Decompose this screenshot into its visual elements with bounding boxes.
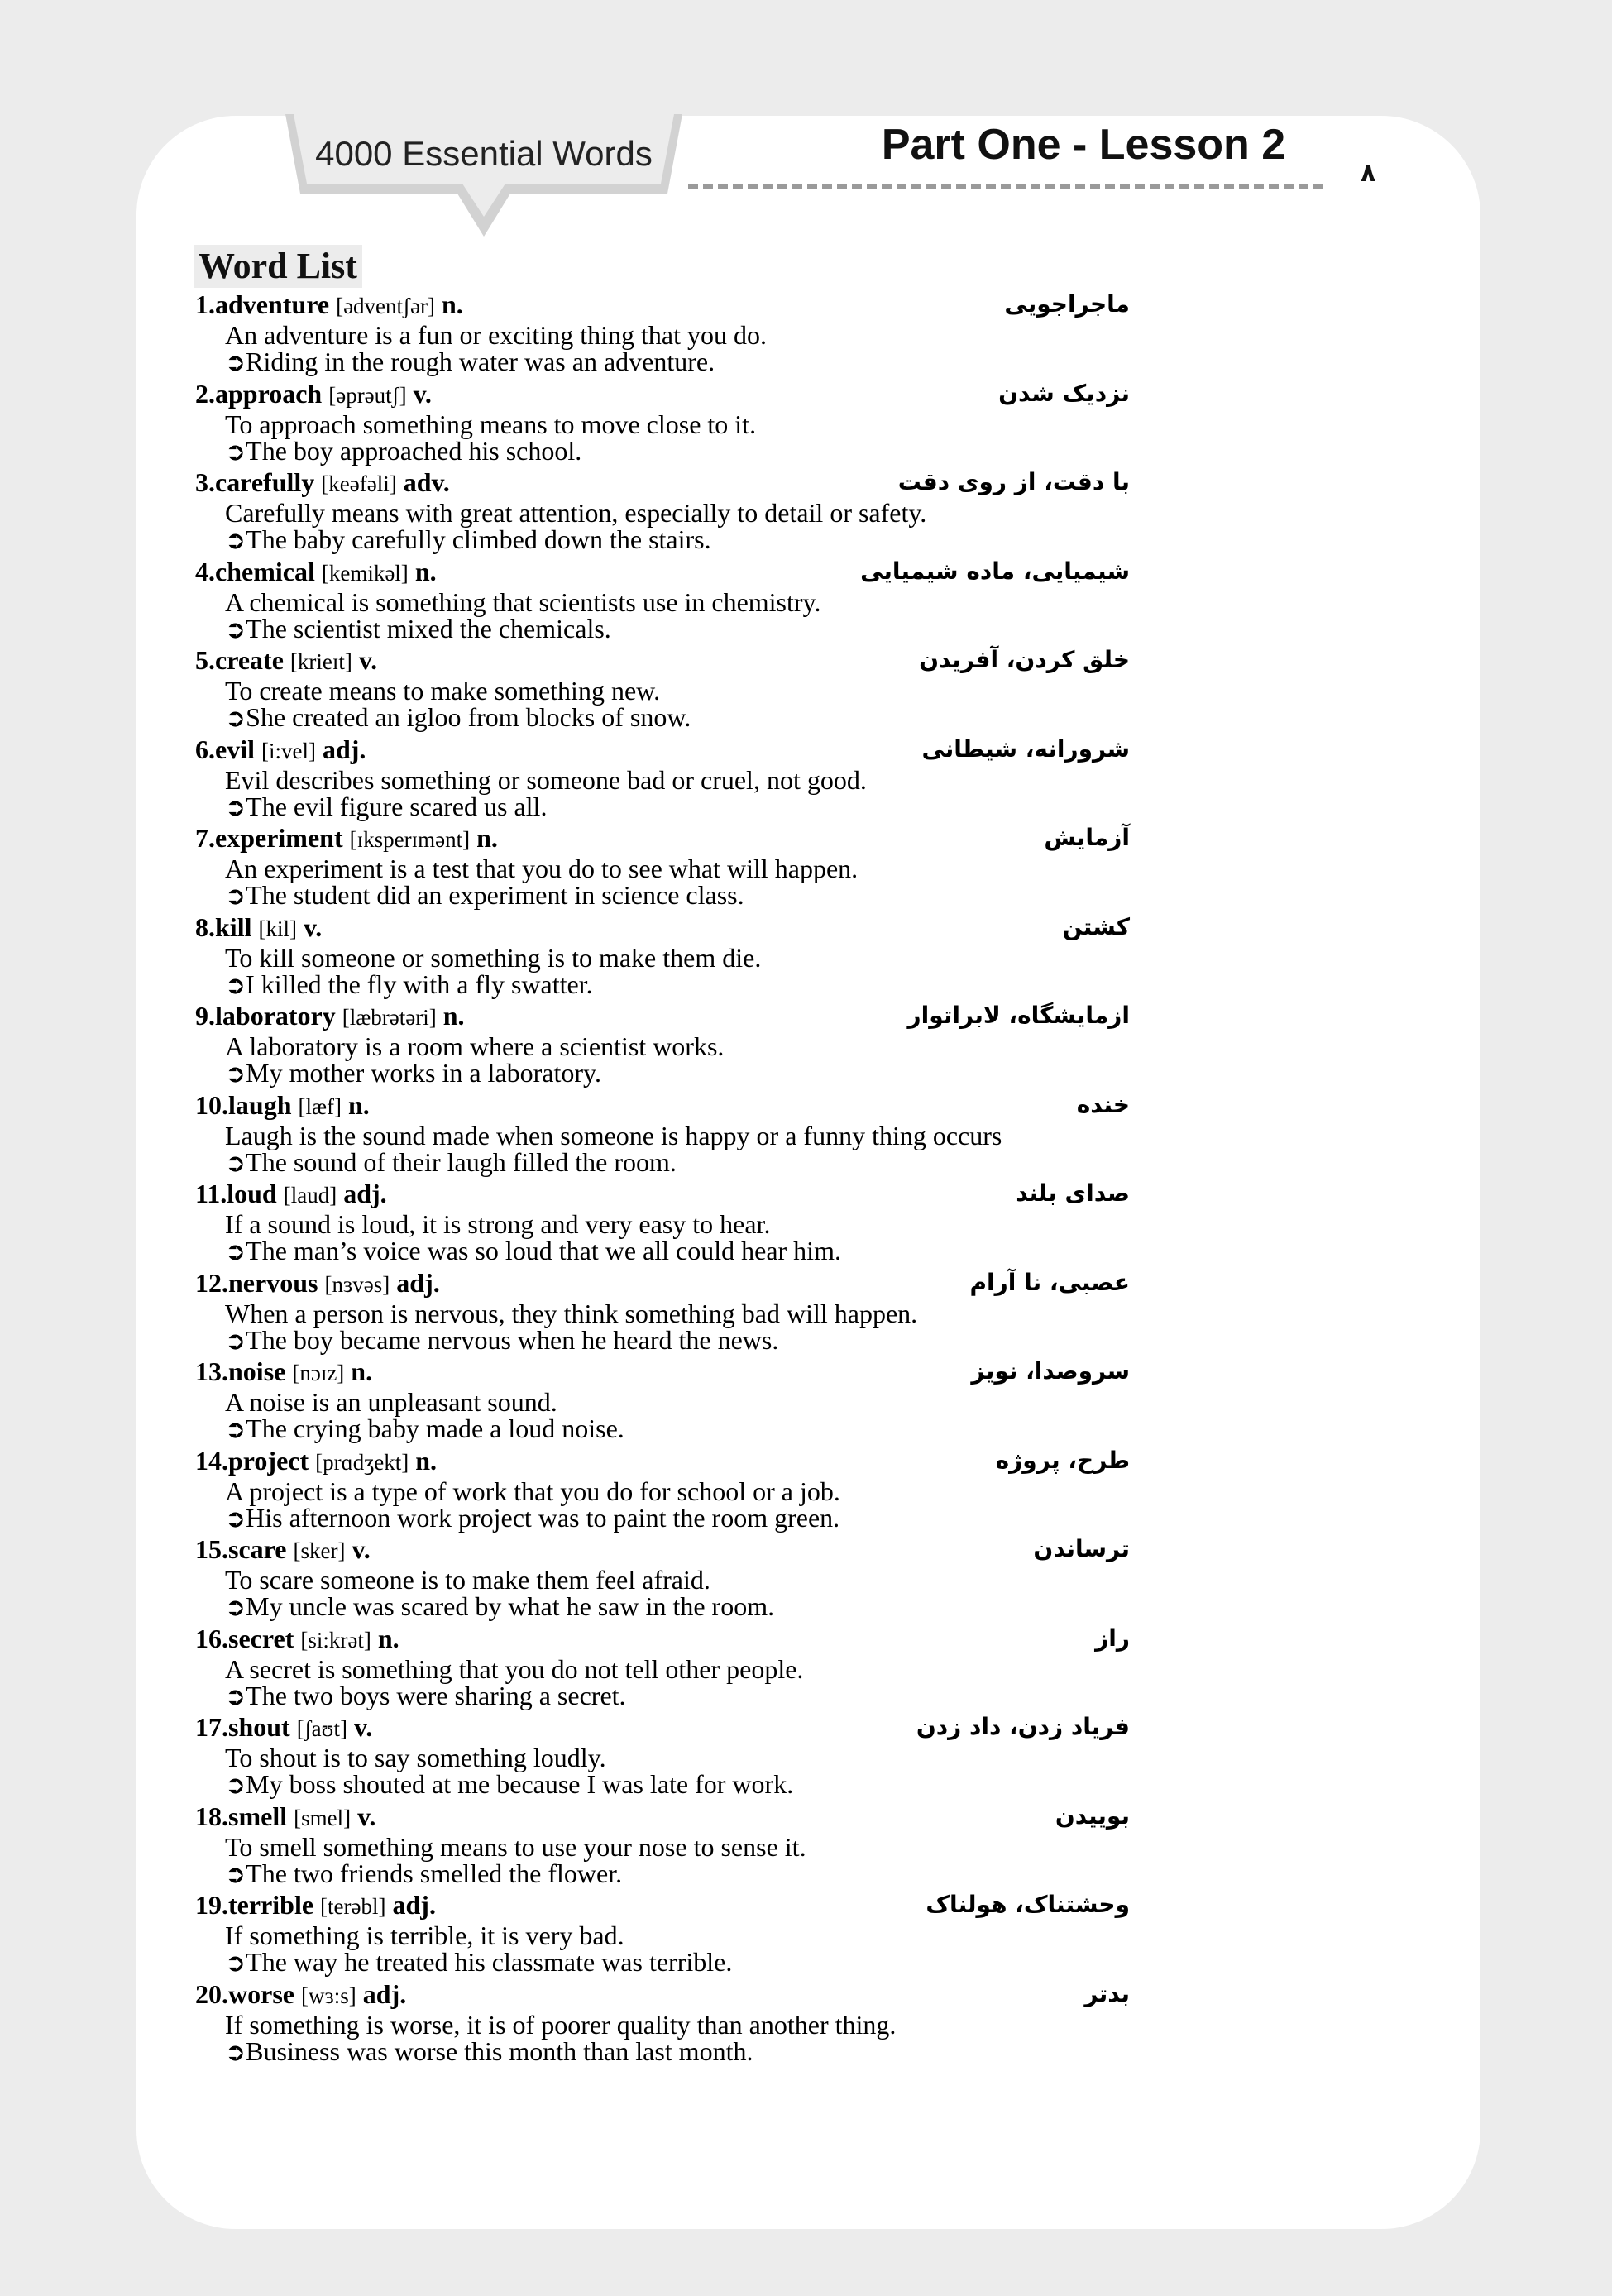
example-arrow-icon: ➲: [225, 882, 246, 911]
entry-word: 3.carefully: [195, 467, 315, 497]
entry-part-of-speech: n.: [442, 1001, 465, 1031]
word-entry: [195, 557, 1130, 646]
entry-example: [225, 1859, 622, 1889]
word-entry: [195, 1534, 1130, 1624]
entry-headword: [195, 823, 498, 854]
entry-word: 9.laboratory: [195, 1001, 336, 1031]
entry-translation: کشتن: [1062, 912, 1130, 940]
word-entry: [195, 289, 1130, 379]
entry-example: [225, 970, 593, 1000]
entry-word: 14.project: [195, 1445, 309, 1476]
entry-example-text: The man’s voice was so loud that we all could hear him.: [246, 1236, 841, 1265]
entry-word: 18.smell: [195, 1801, 288, 1831]
entry-word: 13.noise: [195, 1356, 286, 1386]
entry-translation: شرورانه، شیطانی: [921, 734, 1130, 763]
example-arrow-icon: ➲: [225, 704, 246, 733]
entry-headword: [195, 912, 322, 944]
entry-definition: A project is a type of work that you do for school or a job.: [225, 1476, 840, 1506]
entry-headword: [195, 645, 377, 677]
entry-definition: An adventure is a fun or exciting thing that you do.: [225, 320, 767, 350]
entry-example: [225, 792, 547, 822]
entry-part-of-speech: n.: [347, 1089, 370, 1120]
word-entry: [195, 1446, 1130, 1535]
entry-part-of-speech: n.: [442, 289, 463, 319]
entry-definition: An experiment is a test that you do to see what will happen.: [225, 854, 859, 883]
example-arrow-icon: ➲: [225, 792, 246, 822]
entry-part-of-speech: n.: [415, 1445, 437, 1476]
entry-word: 10.laugh: [195, 1089, 292, 1120]
word-entry: [195, 734, 1130, 824]
entry-part-of-speech: v.: [413, 378, 432, 409]
entry-phonetic: [nɜvəs]: [324, 1271, 390, 1297]
entry-translation: نزدیک شدن: [998, 379, 1130, 407]
entry-headword: [195, 1890, 436, 1921]
entry-definition: To approach something means to move close to it.: [225, 409, 757, 439]
entry-headword: [195, 1268, 440, 1299]
word-entry: [195, 1090, 1130, 1179]
entry-translation: بوییدن: [1055, 1801, 1130, 1830]
entry-phonetic: [si:krət]: [300, 1627, 371, 1653]
entry-headword: [195, 1090, 370, 1122]
example-arrow-icon: ➲: [225, 437, 246, 466]
entry-example: [225, 2037, 753, 2067]
entry-example: [225, 1681, 626, 1711]
word-entry: [195, 1179, 1130, 1268]
header-tab: [285, 114, 682, 238]
entry-word: 1.adventure: [195, 289, 330, 319]
entry-part-of-speech: adj.: [396, 1267, 440, 1298]
example-arrow-icon: ➲: [225, 1771, 246, 1800]
entry-word: 17.shout: [195, 1712, 290, 1742]
entry-phonetic: [nɔɪz]: [292, 1361, 345, 1385]
word-entry: [195, 1712, 1130, 1801]
example-arrow-icon: ➲: [225, 2037, 246, 2067]
entry-definition: A chemical is something that scientists use in chemistry.: [225, 586, 821, 617]
word-entry: [195, 823, 1130, 912]
entry-translation: راز: [1095, 1624, 1130, 1652]
entry-phonetic: [i:vel]: [261, 738, 316, 763]
entry-example-text: The two friends smelled the flower.: [246, 1858, 623, 1888]
entry-example-text: My uncle was scared by what he saw in the room.: [246, 1591, 775, 1621]
entry-phonetic: [ʃaʊt]: [296, 1716, 347, 1741]
entry-example: [225, 703, 691, 733]
entry-definition: Laugh is the sound made when someone is happy or a funny thing occurs: [225, 1120, 1002, 1150]
entry-headword: [195, 1801, 375, 1833]
entry-word: 5.create: [195, 645, 284, 675]
entry-example: [225, 1148, 677, 1178]
entry-part-of-speech: n.: [476, 823, 498, 853]
example-arrow-icon: ➲: [225, 615, 246, 644]
example-arrow-icon: ➲: [225, 348, 246, 377]
example-arrow-icon: ➲: [225, 1060, 246, 1088]
entry-example-text: The crying baby made a loud noise.: [246, 1413, 624, 1443]
entry-definition: A secret is something that you do not tell other people.: [225, 1653, 804, 1684]
entry-phonetic: [keəfəli]: [321, 471, 397, 496]
example-arrow-icon: ➲: [225, 1949, 246, 1978]
entry-translation: طرح، پروژه: [995, 1446, 1130, 1474]
entry-definition: To scare someone is to make them feel afraid.: [225, 1565, 710, 1595]
entry-translation: خلق کردن، آفریدن: [919, 646, 1130, 673]
entry-example: [225, 881, 744, 911]
entry-part-of-speech: adj.: [392, 1890, 436, 1920]
entry-translation: سروصدا، نویز: [971, 1357, 1130, 1385]
entry-translation: ترساندن: [1033, 1535, 1130, 1562]
entry-example: [225, 347, 715, 377]
book-title: 4000 Essential Words: [315, 134, 653, 173]
word-entry: [195, 1624, 1130, 1713]
entry-example: [225, 525, 711, 555]
word-list: [195, 289, 1130, 2068]
entry-translation: ازمایشگاه، لابراتوار: [907, 1002, 1130, 1029]
entry-translation: آزمایش: [1044, 824, 1130, 851]
entry-definition: If something is terrible, it is very bad.: [225, 1921, 624, 1950]
entry-phonetic: [ɪksperɪmənt]: [349, 827, 471, 852]
entry-example: [225, 615, 611, 644]
entry-phonetic: [kemikəl]: [321, 560, 409, 586]
entry-phonetic: [smel]: [294, 1805, 352, 1830]
entry-word: 19.terrible: [195, 1890, 314, 1920]
word-entry: [195, 1890, 1130, 1979]
example-arrow-icon: ➲: [225, 1593, 246, 1622]
entry-part-of-speech: v.: [357, 1801, 376, 1831]
entry-example: [225, 1770, 793, 1800]
entry-word: 6.evil: [195, 734, 255, 764]
entry-example: [225, 1236, 841, 1266]
entry-example-text: I killed the fly with a fly swatter.: [246, 969, 593, 999]
entry-example-text: The way he treated his classmate was terrible.: [246, 1947, 733, 1977]
entry-definition: To kill someone or something is to make them die.: [225, 942, 762, 973]
entry-headword: [195, 1356, 372, 1388]
entry-headword: [195, 734, 366, 766]
entry-definition: Evil describes something or someone bad or cruel, not good.: [225, 764, 867, 795]
entry-word: 8.kill: [195, 911, 252, 942]
entry-headword: [195, 1624, 399, 1655]
entry-definition: A laboratory is a room where a scientist works.: [225, 1031, 725, 1061]
entry-headword: [195, 557, 437, 588]
entry-example-text: My mother works in a laboratory.: [246, 1058, 601, 1088]
entry-phonetic: [wɜ:s]: [300, 1983, 356, 2008]
entry-example-text: The boy became nervous when he heard the news.: [246, 1324, 779, 1355]
entry-word: 7.experiment: [195, 823, 343, 853]
entry-part-of-speech: v.: [303, 911, 323, 942]
entry-translation: شیمیایی، ماده شیمیایی: [860, 557, 1130, 585]
entry-phonetic: [krieɪt]: [289, 649, 352, 674]
entry-headword: [195, 1712, 372, 1744]
example-arrow-icon: ➲: [225, 1326, 246, 1356]
entry-example-text: Riding in the rough water was an adventure.: [246, 347, 715, 376]
entry-part-of-speech: adj.: [362, 1978, 407, 2009]
entry-translation: صدای بلند: [1016, 1179, 1130, 1207]
word-entry: [195, 379, 1130, 468]
entry-part-of-speech: n.: [377, 1623, 399, 1653]
example-arrow-icon: ➲: [225, 1859, 246, 1889]
example-arrow-icon: ➲: [225, 1148, 246, 1178]
word-entry: [195, 1801, 1130, 1891]
entry-example: [225, 1326, 778, 1356]
entry-word: 20.worse: [195, 1978, 294, 2009]
entry-example-text: The evil figure scared us all.: [246, 791, 548, 821]
entry-definition: To create means to make something new.: [225, 676, 661, 706]
entry-example-text: The sound of their laugh filled the room.: [246, 1146, 677, 1177]
entry-part-of-speech: adj.: [343, 1179, 387, 1208]
entry-example-text: His afternoon work project was to paint the room green.: [246, 1502, 840, 1533]
entry-phonetic: [prɑdʒekt]: [315, 1449, 409, 1475]
entry-headword: [195, 1979, 406, 2011]
entry-part-of-speech: n.: [414, 556, 437, 586]
entry-phonetic: [sker]: [293, 1538, 346, 1563]
entry-phonetic: [laud]: [283, 1183, 337, 1208]
entry-translation: عصبی، نا آرام: [969, 1268, 1130, 1296]
entry-phonetic: [læf]: [298, 1093, 342, 1119]
entry-example-text: She created an igloo from blocks of snow.: [246, 702, 691, 732]
entry-headword: [195, 1001, 465, 1032]
word-entry: [195, 645, 1130, 734]
entry-translation: خنده: [1076, 1090, 1130, 1118]
example-arrow-icon: ➲: [225, 1415, 246, 1444]
entry-example-text: The two boys were sharing a secret.: [246, 1680, 626, 1710]
entry-example-text: The student did an experiment in science class.: [246, 880, 744, 910]
entry-headword: [195, 1446, 437, 1477]
entry-example-text: The boy approached his school.: [246, 435, 582, 466]
entry-part-of-speech: v.: [352, 1534, 371, 1564]
entry-example-text: The baby carefully climbed down the stairs.: [246, 524, 711, 554]
entry-word: 16.secret: [195, 1623, 294, 1653]
entry-translation: بدتر: [1084, 1979, 1130, 2007]
word-entry: [195, 1356, 1130, 1446]
entry-translation: وحشتناک، هولناک: [926, 1891, 1130, 1918]
entry-example: [225, 1504, 839, 1533]
entry-part-of-speech: v.: [353, 1712, 373, 1742]
entry-definition: If something is worse, it is of poorer quality than another thing.: [225, 2009, 897, 2040]
entry-headword: [195, 289, 463, 321]
entry-part-of-speech: adj.: [322, 734, 366, 764]
entry-headword: [195, 1179, 387, 1210]
word-entry: [195, 1979, 1130, 2069]
word-entry: [195, 1001, 1130, 1090]
page-number: ۸: [1361, 159, 1376, 188]
entry-headword: [195, 467, 450, 499]
header-tab-shape: [285, 114, 682, 238]
entry-example: [225, 1592, 774, 1622]
entry-phonetic: [terəbl]: [320, 1894, 386, 1919]
entry-example-text: The scientist mixed the chemicals.: [246, 613, 611, 643]
entry-translation: فریاد زدن، داد زدن: [916, 1713, 1130, 1740]
entry-definition: Carefully means with great attention, especially to detail or safety.: [225, 498, 927, 528]
entry-definition: A noise is an unpleasant sound.: [225, 1387, 557, 1417]
word-entry: [195, 467, 1130, 557]
entry-translation: ماجراجویی: [1004, 290, 1130, 318]
entry-example: [225, 437, 581, 466]
entry-phonetic: [əprəutʃ]: [328, 382, 407, 408]
example-arrow-icon: ➲: [225, 526, 246, 555]
example-arrow-icon: ➲: [225, 970, 246, 1000]
entry-definition: When a person is nervous, they think something bad will happen.: [225, 1298, 918, 1328]
entry-part-of-speech: v.: [358, 645, 378, 675]
entry-phonetic: [kil]: [258, 916, 297, 941]
entry-word: 12.nervous: [195, 1267, 318, 1298]
entry-example: [225, 1414, 624, 1444]
example-arrow-icon: ➲: [225, 1681, 246, 1711]
entry-phonetic: [læbrətəri]: [342, 1005, 437, 1030]
word-entry: [195, 912, 1130, 1002]
word-entry: [195, 1268, 1130, 1357]
entry-definition: If a sound is loud, it is strong and very easy to hear.: [225, 1209, 771, 1239]
entry-headword: [195, 1534, 371, 1566]
header-divider: [688, 184, 1323, 189]
entry-phonetic: [ədventʃər]: [336, 294, 435, 318]
entry-word: 2.approach: [195, 378, 323, 409]
example-arrow-icon: ➲: [225, 1237, 246, 1266]
entry-definition: To shout is to say something loudly.: [225, 1743, 606, 1772]
example-arrow-icon: ➲: [225, 1504, 246, 1533]
entry-translation: با دقت، از روی دقت: [897, 468, 1130, 495]
entry-headword: [195, 379, 432, 410]
entry-part-of-speech: n.: [351, 1356, 373, 1386]
entry-example: [225, 1059, 601, 1088]
entry-example-text: Business was worse this month than last month.: [246, 2035, 753, 2066]
entry-example: [225, 1948, 732, 1978]
entry-word: 15.scare: [195, 1534, 287, 1564]
entry-part-of-speech: adv.: [403, 467, 450, 497]
lesson-title: Part One - Lesson 2: [881, 121, 1286, 169]
entry-example-text: My boss shouted at me because I was late for work.: [246, 1769, 794, 1799]
entry-word: 11.loud: [195, 1179, 277, 1208]
section-title: Word List: [194, 245, 362, 288]
entry-definition: To smell something means to use your nose to sense it.: [225, 1831, 806, 1862]
entry-word: 4.chemical: [195, 556, 315, 586]
